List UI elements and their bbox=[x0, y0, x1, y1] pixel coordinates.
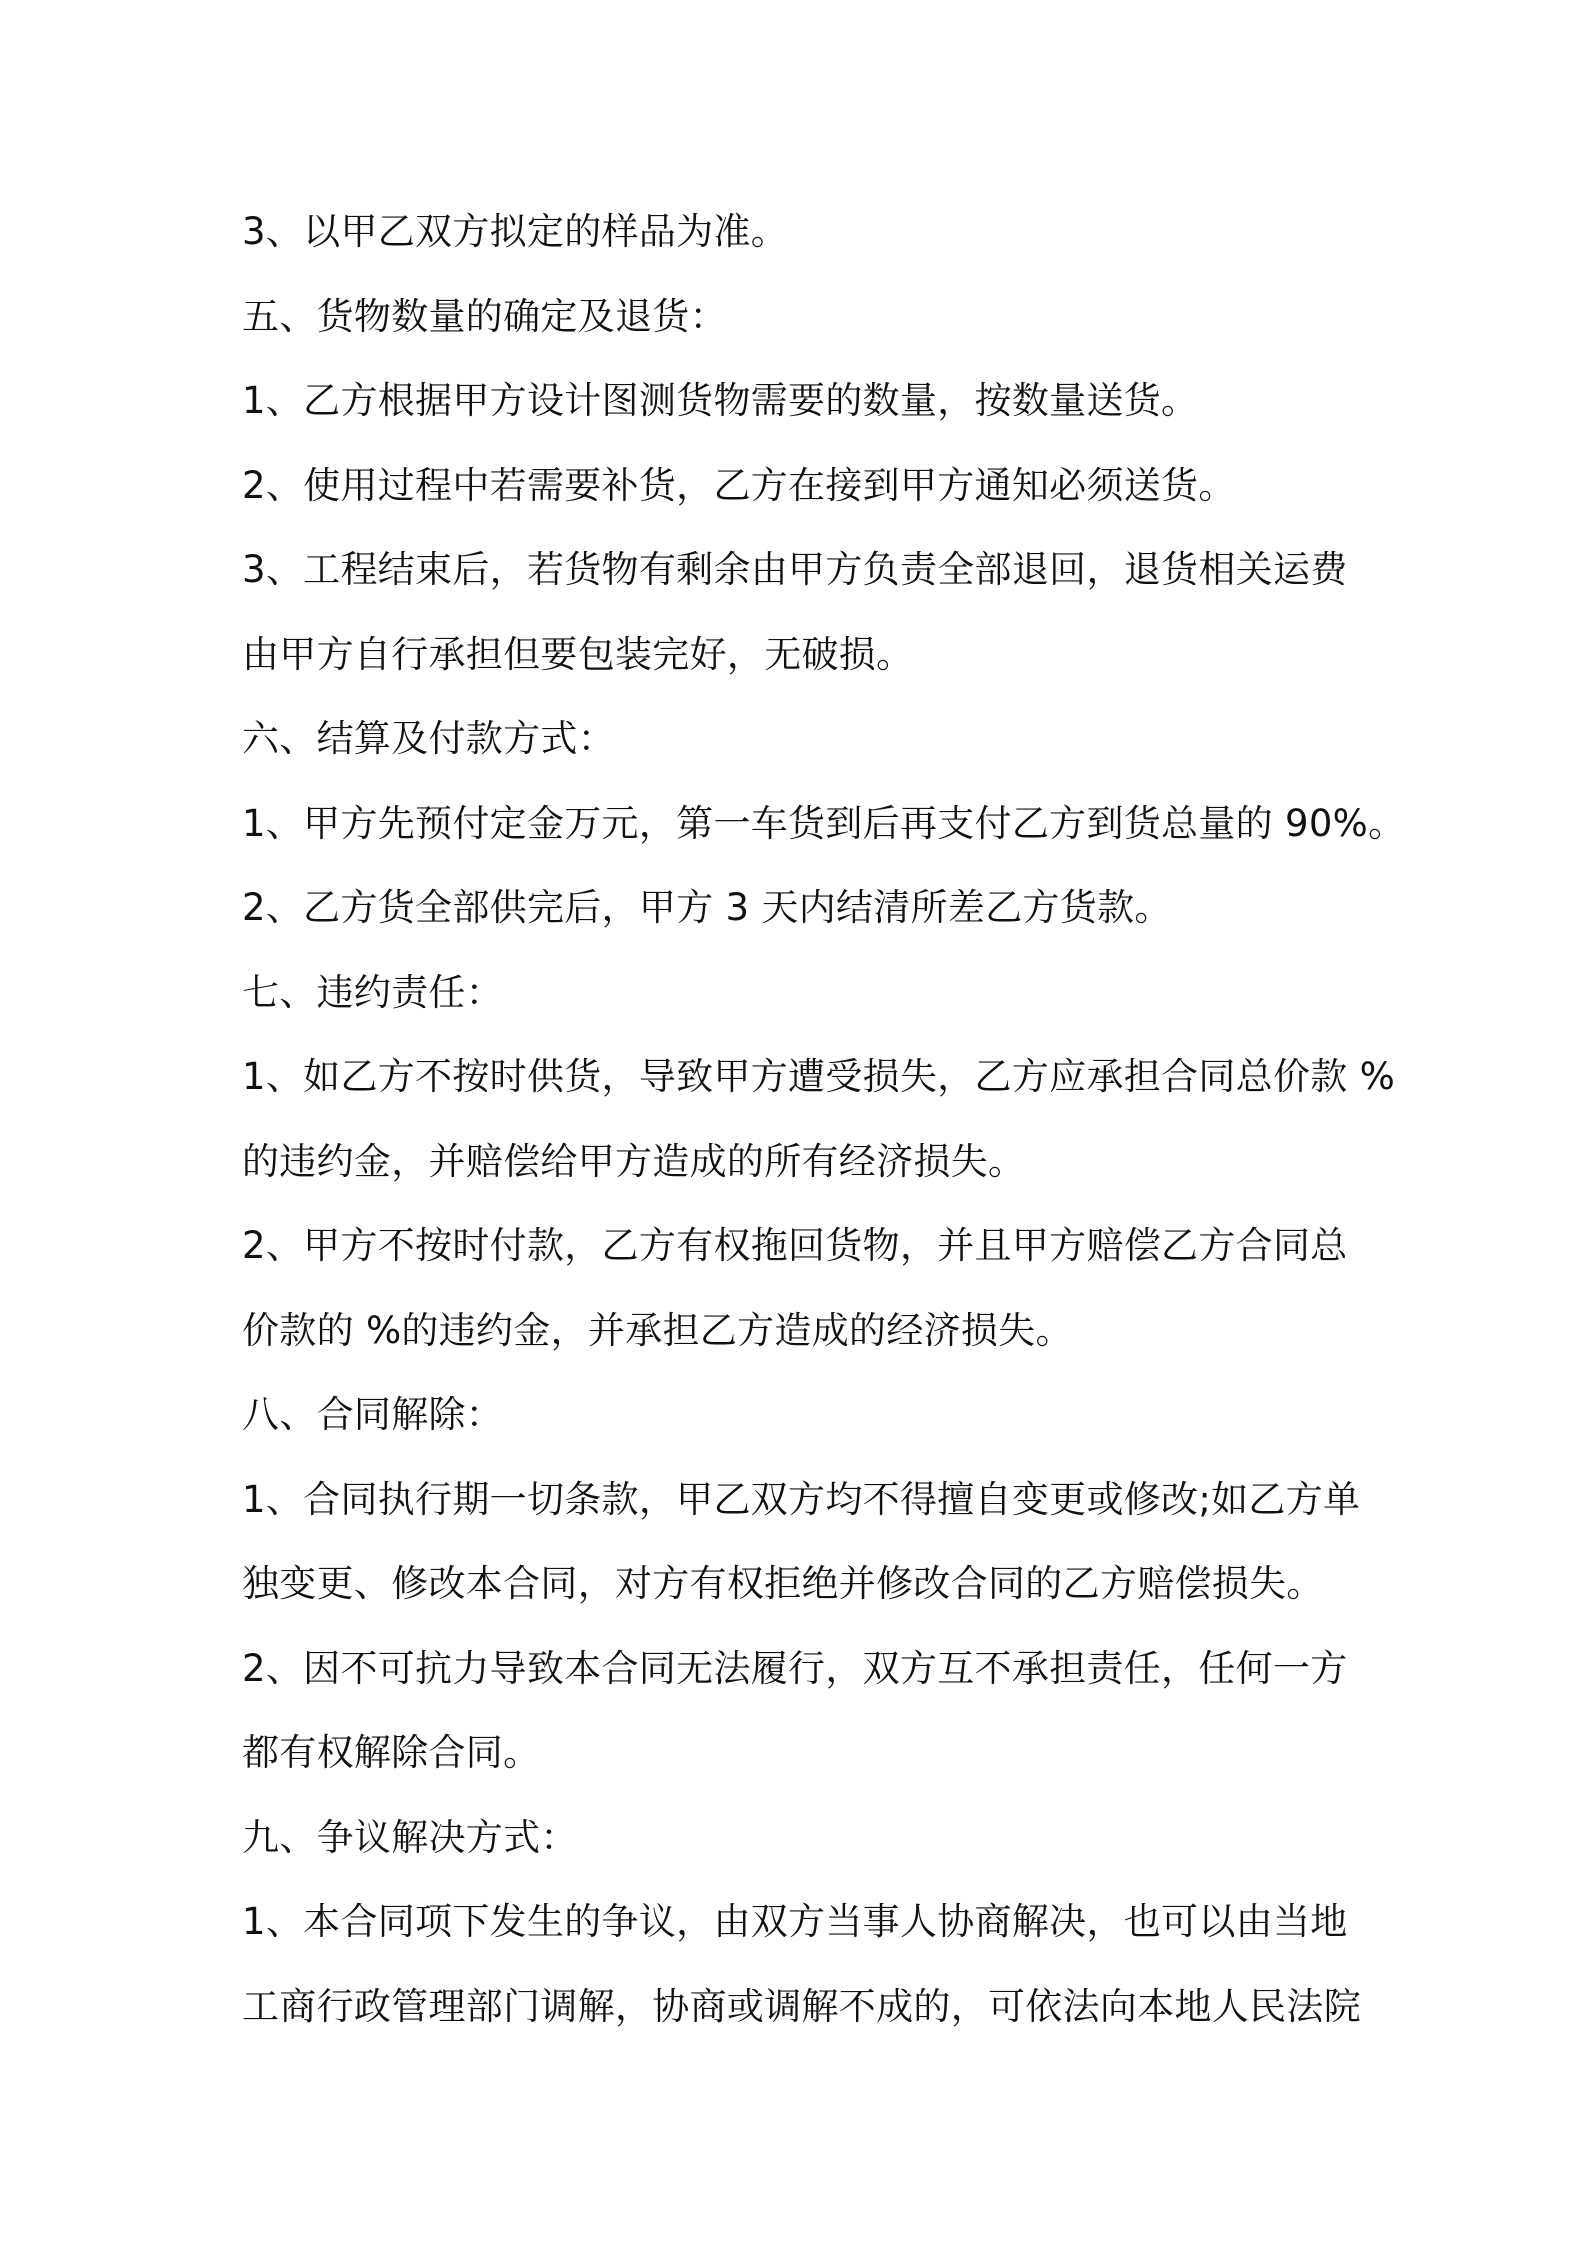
clause-5-item-3: 3、工程结束后，若货物有剩余由甲方负责全部退回，退货相关运费 bbox=[242, 548, 1348, 591]
section-8-heading: 八、合同解除： bbox=[242, 1393, 504, 1436]
clause-5-item-1: 1、乙方根据甲方设计图测货物需要的数量，按数量送货。 bbox=[242, 379, 1199, 422]
clause-7-item-1-cont: 的违约金，并赔偿给甲方造成的所有经济损失。 bbox=[242, 1139, 1026, 1183]
section-5-heading: 五、货物数量的确定及退货： bbox=[242, 294, 727, 338]
clause-8-item-1-cont: 独变更、修改本合同，对方有权拒绝并修改合同的乙方赔偿损失。 bbox=[242, 1562, 1324, 1605]
clause-5-item-2: 2、使用过程中若需要补货，乙方在接到甲方通知必须送货。 bbox=[242, 463, 1236, 507]
clause-4-item-3: 3、以甲乙双方拟定的样品为准。 bbox=[242, 210, 789, 253]
clause-8-item-2-cont: 都有权解除合同。 bbox=[242, 1731, 541, 1774]
section-9-heading: 九、争议解决方式： bbox=[242, 1815, 578, 1859]
clause-7-item-1: 1、如乙方不按时供货，导致甲方遭受损失，乙方应承担合同总价款 % bbox=[242, 1055, 1396, 1098]
clause-6-item-1: 1、甲方先预付定金万元，第一车货到后再支付乙方到货总量的 90%。 bbox=[242, 801, 1406, 845]
clause-8-item-1: 1、合同执行期一切条款，甲乙双方均不得擅自变更或修改;如乙方单 bbox=[242, 1477, 1361, 1521]
section-7-heading: 七、违约责任： bbox=[242, 970, 504, 1014]
clause-9-item-1-cont: 工商行政管理部门调解，协商或调解不成的，可依法向本地人民法院 bbox=[242, 1984, 1361, 2028]
clause-5-item-3-cont: 由甲方自行承担但要包装完好，无破损。 bbox=[242, 632, 914, 676]
clause-6-item-2: 2、乙方货全部供完后，甲方 3 天内结清所差乙方货款。 bbox=[242, 886, 1172, 929]
clause-7-item-2: 2、甲方不按时付款，乙方有权拖回货物，并且甲方赔偿乙方合同总 bbox=[242, 1224, 1348, 1267]
section-6-heading: 六、结算及付款方式： bbox=[242, 717, 615, 760]
clause-9-item-1: 1、本合同项下发生的争议，由双方当事人协商解决，也可以由当地 bbox=[242, 1900, 1348, 1943]
clause-8-item-2: 2、因不可抗力导致本合同无法履行，双方互不承担责任，任何一方 bbox=[242, 1646, 1348, 1690]
document-body bbox=[242, 190, 1406, 2049]
clause-7-item-2-cont: 价款的 %的违约金，并承担乙方造成的经济损失。 bbox=[242, 1308, 1073, 1352]
